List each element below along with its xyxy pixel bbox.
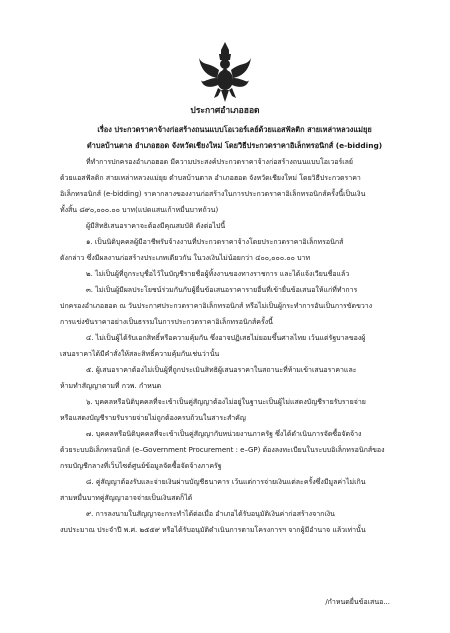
body-line: ๖. บุคคลหรือนิติบุคคลที่จะเข้าเป็นคู่สัญญาต้องไม่อยู่ในฐานะเป็นผู้ไม่แสดงบัญชีรายรับรายจ่าย	[86, 398, 366, 406]
body-line: ๒. ไม่เป็นผู้ที่ถูกระบุชื่อไว้ในบัญชีรายชื่อผู้ทิ้งงานของทางราชการ และได้แจ้งเวียนชื่อแล้ว	[86, 270, 350, 278]
body-line: กรมบัญชีกลางที่เว็บไซต์ศูนย์ข้อมูลจัดซื้อจัดจ้างภาครัฐ	[60, 462, 222, 470]
body-line: ๘. คู่สัญญาต้องรับและจ่ายเงินผ่านบัญชีธนาคาร เว้นแต่การจ่ายเงินแต่ละครั้งซึ่งมีมูลค่าไม่เกิน	[86, 478, 366, 486]
subject-line: ตำบลบ้านตาล อำเภอฮอด จังหวัดเชียงใหม่ โดยวิธีประกวดราคาอิเล็กทรอนิกส์ (e-bidding)	[86, 141, 383, 150]
body-line: ที่ทำการปกครองอำเภอฮอด มีความประสงค์ประกวดราคาจ้างก่อสร้างถนนแบบโอเวอร์เลย์	[86, 158, 354, 166]
body-line: ๓. ไม่เป็นผู้มีผลประโยชน์ร่วมกันกับผู้ยื่นข้อเสนอราคารายอื่นที่เข้ายื่นข้อเสนอให้แก่ที่ทำการ	[86, 286, 358, 294]
subject-heading	[62, 122, 407, 154]
body-line: ๗. บุคคลหรือนิติบุคคลที่จะเข้าเป็นคู่สัญญากับหน่วยงานภาครัฐ ซึ่งได้ดำเนินการจัดซื้อจัดจ้าง	[86, 430, 362, 438]
subject-line: เรื่อง ประกวดราคาจ้างก่อสร้างถนนแบบโอเวอร์เลย์ด้วยแอสฟัลติก สายเหล่าหลวงแม่ยุย	[97, 125, 372, 134]
body-line: ๕. ผู้เสนอราคาต้องไม่เป็นผู้ที่ถูกประเมินสิทธิผู้เสนอราคาในสถานะที่ห้ามเข้าเสนอราคาและ	[86, 366, 357, 374]
issuing-organization: ประกาศอำเภอฮอด	[190, 106, 260, 116]
body-line: ห้ามทำสัญญาตามที่ กวพ. กำหนด	[60, 382, 162, 390]
body-line: ดังกล่าว ซึ่งมีผลงานก่อสร้างประเภทเดียวกัน ในวงเงินไม่น้อยกว่า ๔๐๐,๐๐๐.๐๐ บาท	[60, 254, 311, 262]
body-line: ๔. ไม่เป็นผู้ได้รับเอกสิทธิ์หรือความคุ้มกัน ซึ่งอาจปฏิเสธไม่ยอมขึ้นศาลไทย เว้นแต่รัฐบาลของผู้	[86, 334, 366, 342]
body-line: หรือแสดงบัญชีรายรับรายจ่ายไม่ถูกต้องครบถ้วนในสาระสำคัญ	[60, 414, 246, 422]
continuation-note: /กำหนดยื่นข้อเสนอ...	[325, 598, 390, 606]
body-line: สามหมื่นบาทคู่สัญญาอาจจ่ายเป็นเงินสดก็ได้	[60, 494, 193, 502]
body-line: ผู้มีสิทธิเสนอราคาจะต้องมีคุณสมบัติ ดังต่อไปนี้	[86, 222, 226, 230]
body-line: ๑. เป็นนิติบุคคลผู้มีอาชีพรับจ้างงานที่ประกวดราคาจ้างโดยประกวดราคาอิเล็กทรอนิกส์	[86, 238, 344, 246]
body-line: ด้วยระบบอิเล็กทรอนิกส์ (e–Government Procurement : e–GP) ต้องลงทะเบียนในระบบอิเล็กทรอนิกส์ของ	[60, 446, 385, 454]
body-line: ด้วยแอสฟัลติก สายเหล่าหลวงแม่ยุย ตำบลบ้านตาล อำเภอฮอด จังหวัดเชียงใหม่ โดยวิธีประกวดราคา	[60, 174, 361, 182]
body-line: ปกครองอำเภอฮอด ณ วันประกาศประกวดราคาอิเล็กทรอนิกส์ หรือไม่เป็นผู้กระทำการอันเป็นการขัดขวาง	[60, 302, 373, 310]
body-line: ๙. การลงนามในสัญญาจะกระทำได้ต่อเมื่อ อำเภอได้รับอนุมัติเงินค่าก่อสร้างจากเงิน	[86, 510, 335, 518]
body-line: อิเล็กทรอนิกส์ (e-bidding) ราคากลางของงานก่อสร้างในการประกวดราคาอิเล็กทรอนิกส์ครั้งนี้เป็นเงิน	[60, 190, 366, 198]
body-line: งบประมาณ ประจำปี พ.ศ. ๒๕๕๙ หรือได้รับอนุมัติดำเนินการตามโครงการฯ จากผู้มีอำนาจ แล้วเท่านั้น	[60, 526, 366, 534]
body-line: ทั้งสิ้น ๘๙๐,๐๐๐.๐๐ บาท(แปดแสนเก้าหมื่นบาทถ้วน)	[60, 206, 219, 214]
body-line: เสนอราคาได้มีคำสั่งให้สละสิทธิ์ความคุ้มกันเช่นว่านั้น	[60, 350, 220, 358]
body-line: การแข่งขันราคาอย่างเป็นธรรมในการประกวดราคาอิเล็กทรอนิกส์ครั้งนี้	[60, 318, 273, 326]
garuda-emblem-icon	[197, 40, 253, 102]
